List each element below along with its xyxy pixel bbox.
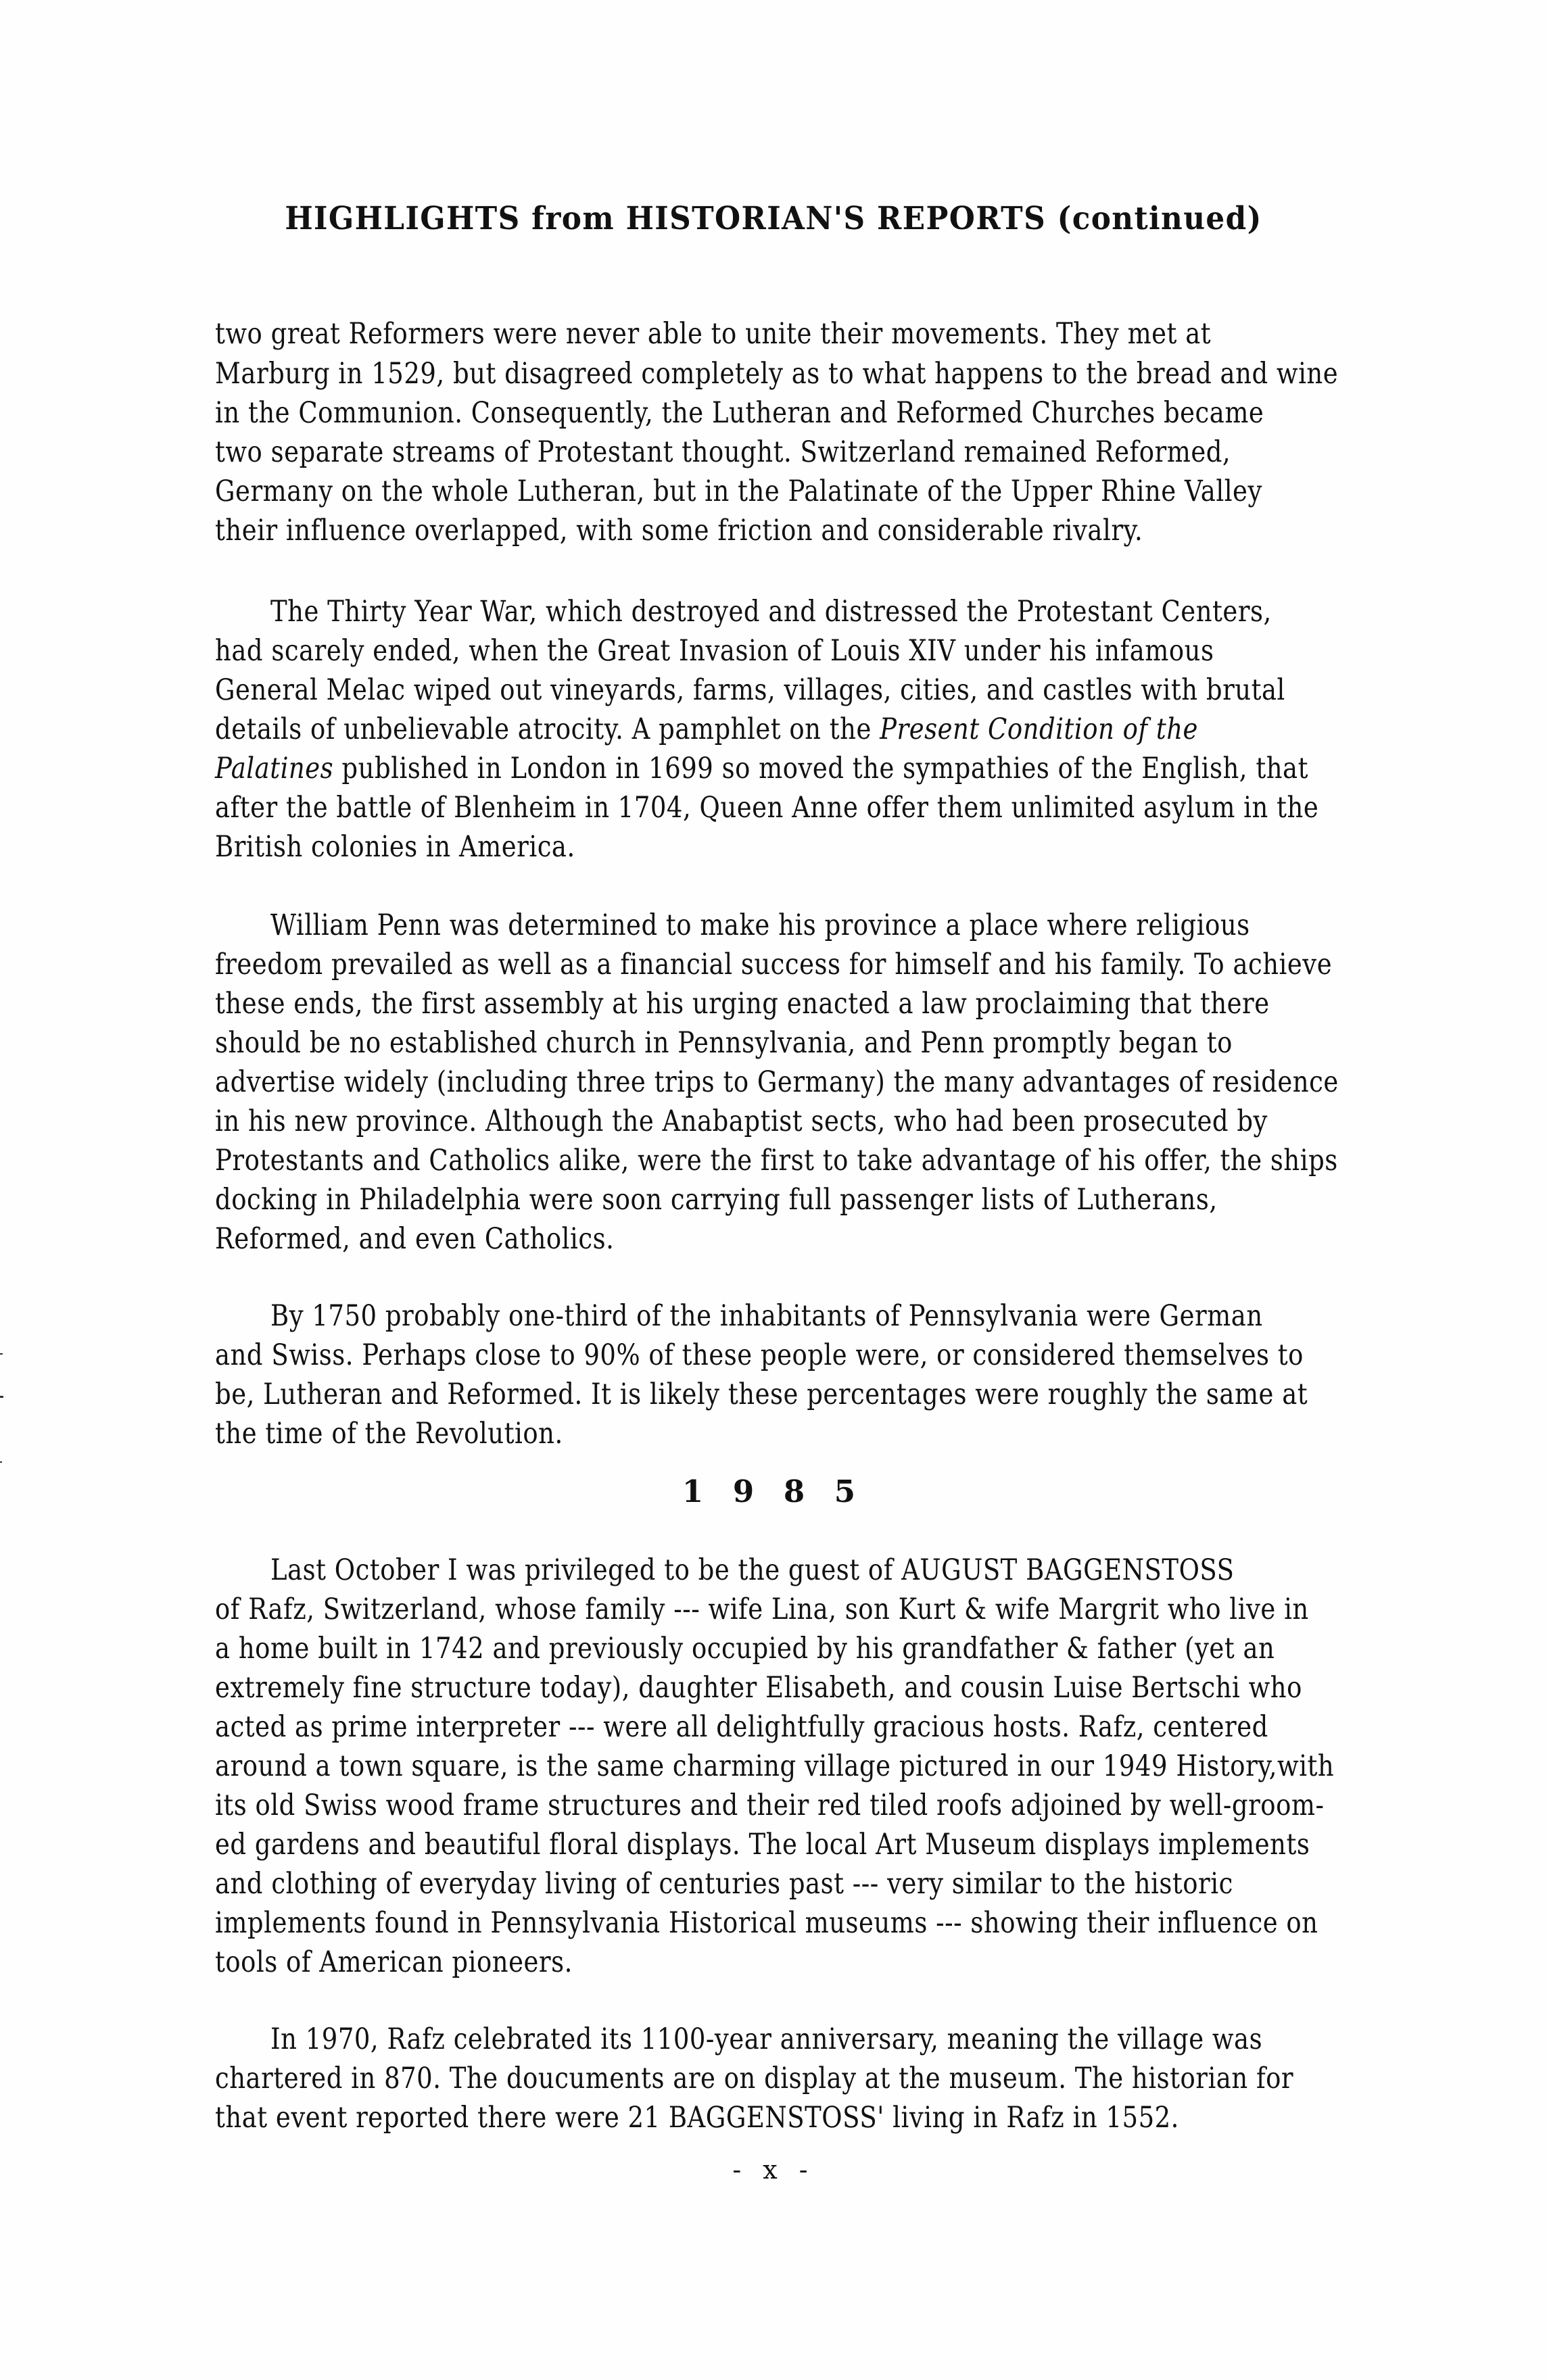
text-line: docking in Philadelphia were soon carrying full passenger lists of Lutherans, bbox=[215, 1183, 1218, 1217]
text-line: of Rafz, Switzerland, whose family --- wife Lina, son Kurt & wife Margrit who live in bbox=[215, 1593, 1309, 1626]
scan-artifact bbox=[0, 1396, 3, 1398]
text-line: Protestants and Catholics alike, were the first to take advantage of his offer, the ships bbox=[215, 1144, 1338, 1177]
text-line: British colonies in America. bbox=[215, 830, 575, 864]
text-line: Marburg in 1529, but disagreed completely as to what happens to the bread and wine bbox=[215, 357, 1339, 391]
text-line: after the battle of Blenheim in 1704, Queen Anne offer them unlimited asylum in the bbox=[215, 791, 1319, 825]
pamphlet-title: Present Condition of the bbox=[880, 712, 1198, 746]
text-line: should be no established church in Pennsylvania, and Penn promptly began to bbox=[215, 1026, 1233, 1060]
text-line: and Swiss. Perhaps close to 90% of these people were, or considered themselves to bbox=[215, 1338, 1304, 1372]
text-line: ed gardens and beautiful floral displays. The local Art Museum displays implements bbox=[215, 1828, 1310, 1862]
page-header: HIGHLIGHTS from HISTORIAN'S REPORTS (continued) bbox=[285, 200, 1262, 237]
text-line: and clothing of everyday living of centuries past --- very similar to the historic bbox=[215, 1867, 1233, 1901]
pamphlet-title-continued: Palatines bbox=[215, 752, 334, 785]
text-line: extremely fine structure today), daughter Elisabeth, and cousin Luise Bertschi who bbox=[215, 1671, 1302, 1705]
text-line: advertise widely (including three trips to Germany) the many advantages of residence bbox=[215, 1065, 1339, 1099]
text-segment: details of unbelievable atrocity. A pamphlet on the bbox=[215, 712, 880, 746]
text-line: acted as prime interpreter --- were all delightfully gracious hosts. Rafz, centered bbox=[215, 1710, 1268, 1744]
text-line: in the Communion. Consequently, the Lutheran and Reformed Churches became bbox=[215, 396, 1264, 430]
section-year-heading: 1 9 8 5 bbox=[682, 1474, 865, 1509]
text-line: freedom prevailed as well as a financial success for himself and his family. To achieve bbox=[215, 948, 1333, 981]
text-line: had scarely ended, when the Great Invasion of Louis XIV under his infamous bbox=[215, 634, 1214, 668]
text-line: a home built in 1742 and previously occupied by his grandfather & father (yet an bbox=[215, 1632, 1275, 1666]
text-line: its old Swiss wood frame structures and their red tiled roofs adjoined by well-groom- bbox=[215, 1789, 1325, 1822]
text-segment: published in London in 1699 so moved the sympathies of the English, that bbox=[333, 752, 1308, 785]
text-line: these ends, the first assembly at his urging enacted a law proclaiming that there bbox=[215, 987, 1270, 1021]
text-line: two great Reformers were never able to unite their movements. They met at bbox=[215, 317, 1212, 351]
text-line: that event reported there were 21 BAGGENSTOSS' living in Rafz in 1552. bbox=[215, 2101, 1179, 2135]
text-line: General Melac wiped out vineyards, farms, villages, cities, and castles with brutal bbox=[215, 673, 1285, 707]
text-line: implements found in Pennsylvania Historical museums --- showing their influence on bbox=[215, 1906, 1318, 1940]
text-line bbox=[215, 711, 1198, 748]
text-line: tools of American pioneers. bbox=[215, 1945, 573, 1979]
text-line: in his new province. Although the Anabaptist sects, who had been prosecuted by bbox=[215, 1104, 1268, 1138]
text-line: Reformed, and even Catholics. bbox=[215, 1222, 615, 1256]
text-line: Last October I was privileged to be the guest of AUGUST BAGGENSTOSS bbox=[270, 1553, 1235, 1587]
text-line: William Penn was determined to make his province a place where religious bbox=[270, 908, 1250, 942]
text-line: around a town square, is the same charming village pictured in our 1949 History,with bbox=[215, 1749, 1335, 1783]
text-line: the time of the Revolution. bbox=[215, 1417, 563, 1451]
text-line: their influence overlapped, with some friction and considerable rivalry. bbox=[215, 514, 1143, 548]
text-line: chartered in 870. The doucuments are on display at the museum. The historian for bbox=[215, 2062, 1294, 2095]
page-number: - x - bbox=[732, 2155, 815, 2185]
text-line: By 1750 probably one-third of the inhabitants of Pennsylvania were German bbox=[270, 1299, 1263, 1333]
text-line: Germany on the whole Lutheran, but in the Palatinate of the Upper Rhine Valley bbox=[215, 475, 1262, 508]
scan-artifact bbox=[0, 1353, 3, 1355]
text-line bbox=[215, 750, 1308, 787]
text-line: two separate streams of Protestant thought. Switzerland remained Reformed, bbox=[215, 435, 1231, 469]
text-line: The Thirty Year War, which destroyed and distressed the Protestant Centers, bbox=[270, 595, 1272, 629]
text-line: be, Lutheran and Reformed. It is likely these percentages were roughly the same at bbox=[215, 1378, 1308, 1411]
scan-artifact bbox=[0, 1461, 2, 1463]
text-line: In 1970, Rafz celebrated its 1100-year anniversary, meaning the village was bbox=[270, 2022, 1263, 2056]
